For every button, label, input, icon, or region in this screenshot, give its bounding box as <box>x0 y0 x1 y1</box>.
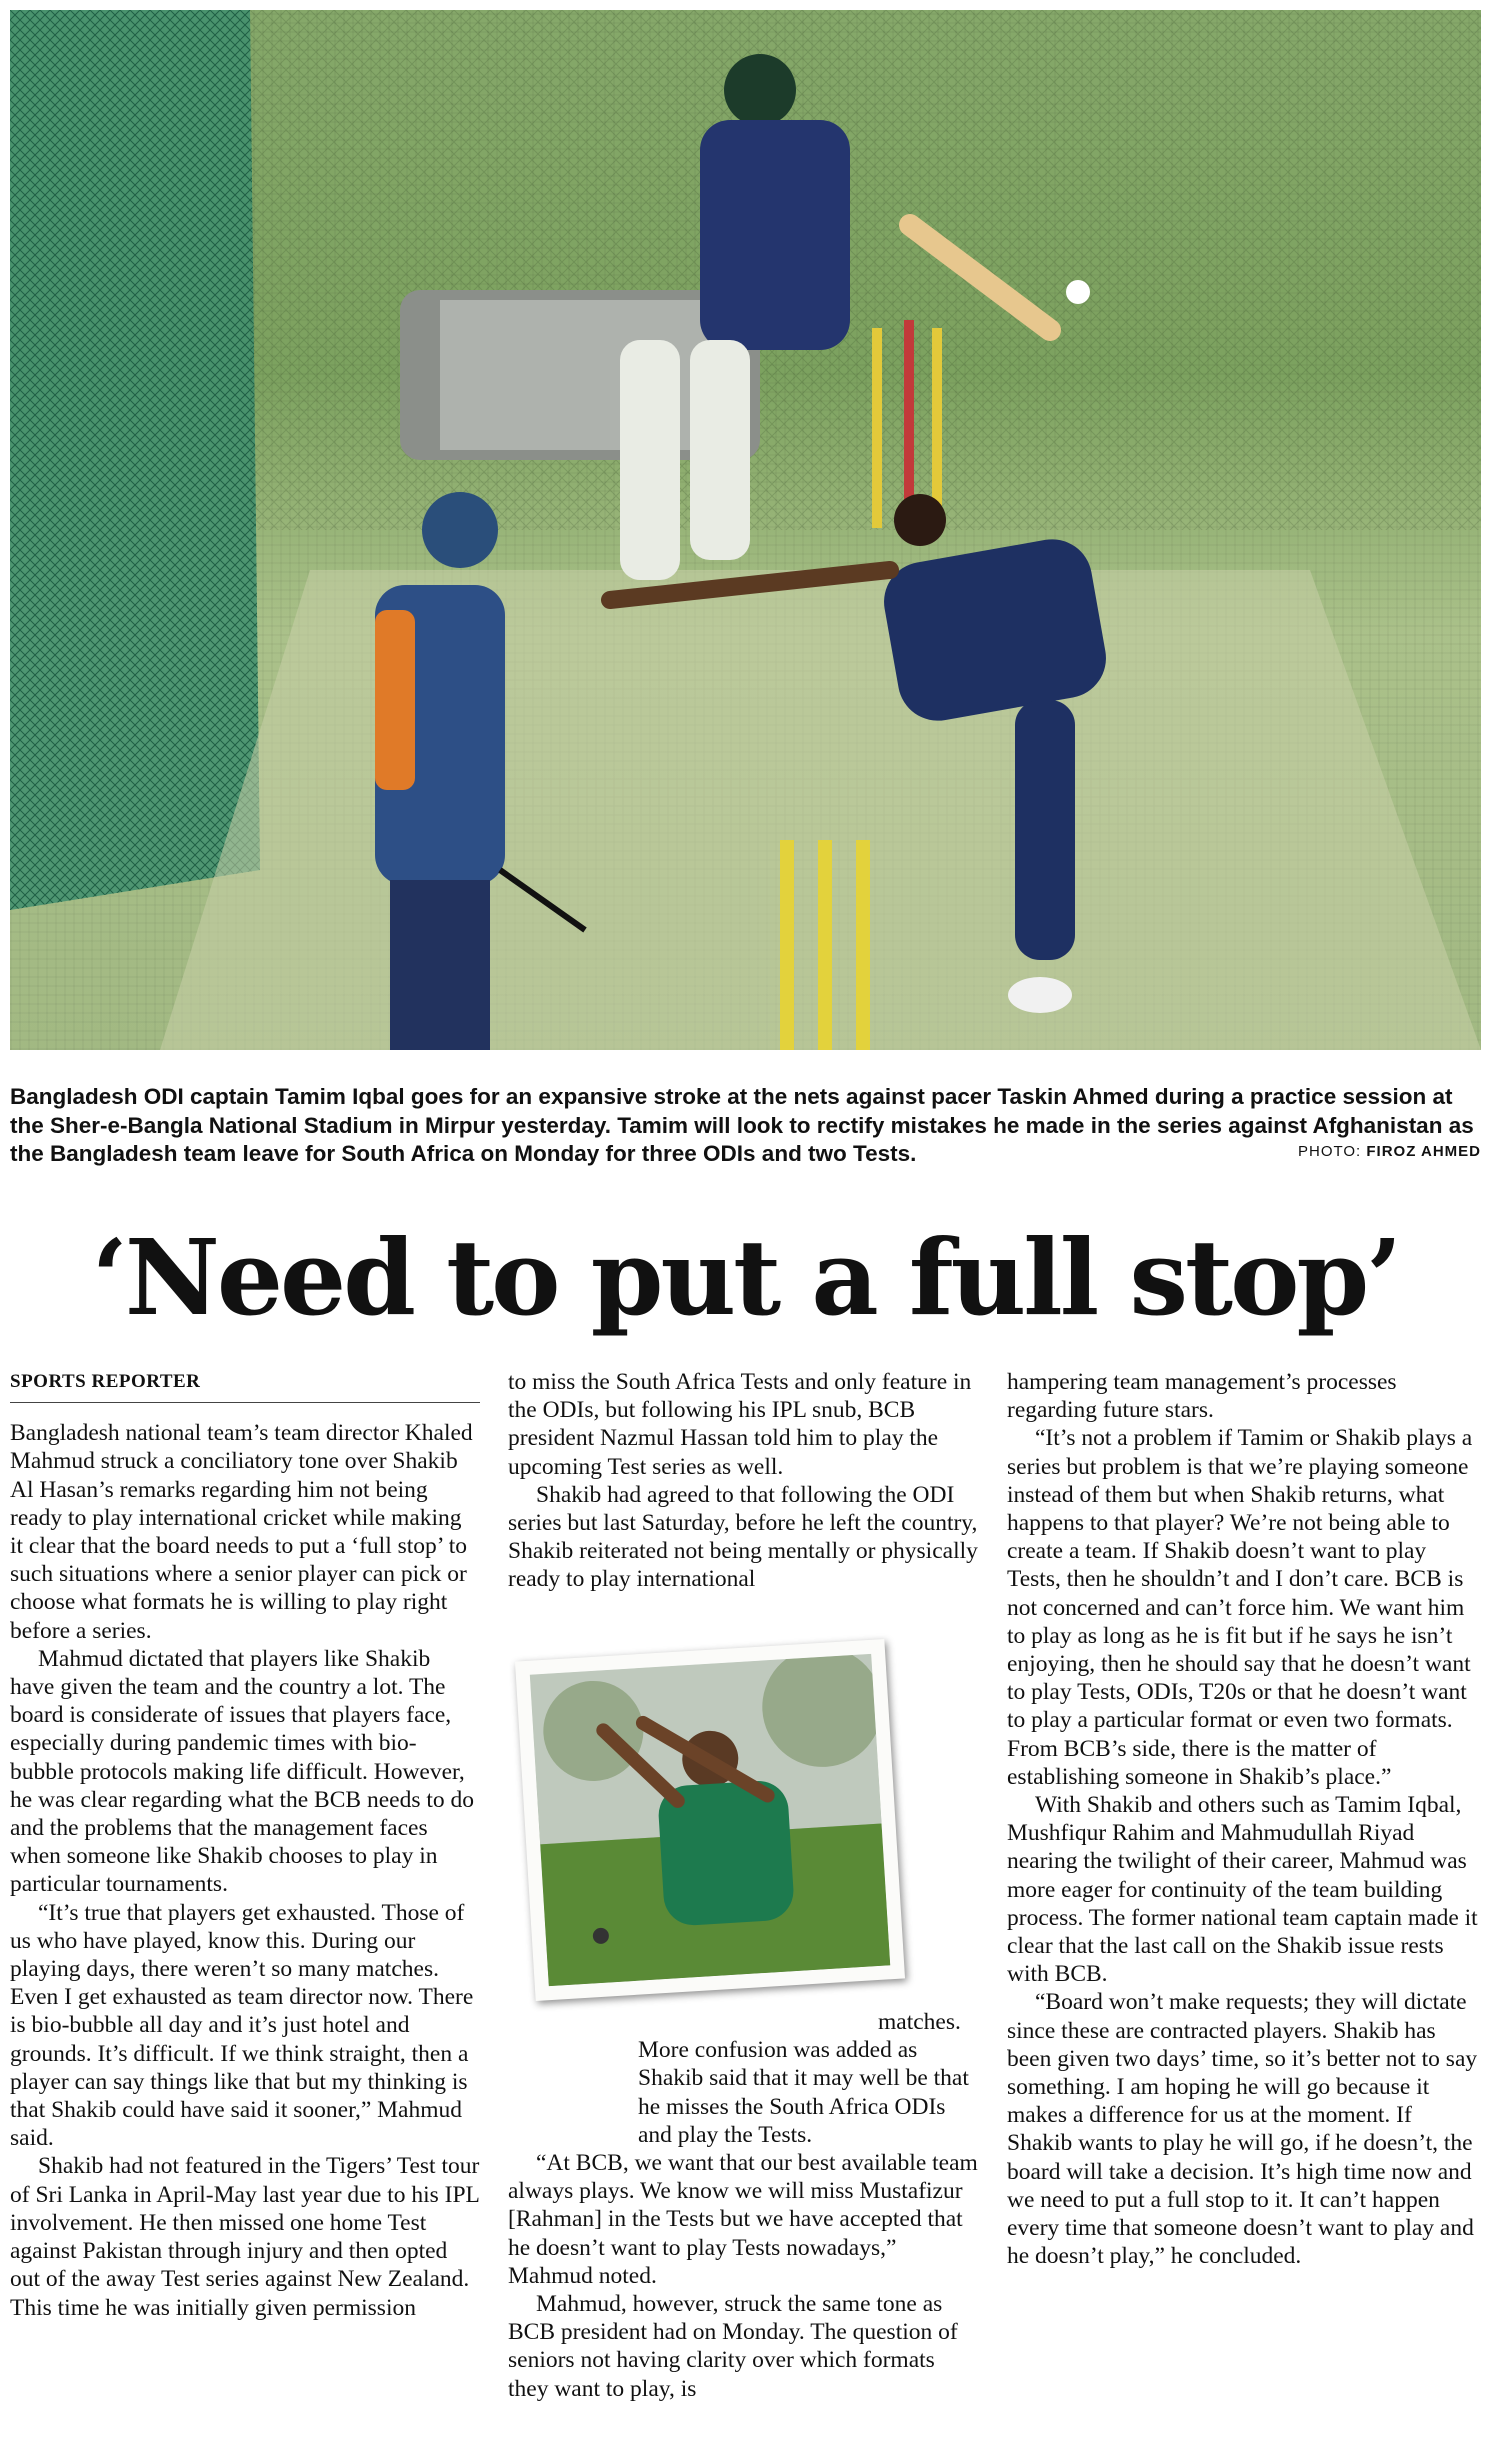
paragraph: With Shakib and others such as Tamim Iqbal, Mushfiqur Rahim and Mahmudullah Riyad nearing the twilight of their career, Mahmud was more eager for continuity of the team building process. The former national team captain made it clear that the last call on the Shakib issue rests with BCB. <box>1007 1792 1478 1988</box>
paragraph: Mahmud dictated that players like Shakib have given the team and the country a lot. The board is considerate of issues that players face, especially during pandemic times with bio-bubble protocols making life difficult. However, he was clear regarding what the BCB needs to do and the problems that the management faces when someone like Shakib chooses to play in particular tournaments. <box>10 1645 474 1898</box>
photo-caption: Bangladesh ODI captain Tamim Iqbal goes for an expansive stroke at the nets against pacer Taskin Ahmed during a practice session at the Sher-e-Bangla National Stadium in Mirpur yesterday. Tamim will look to rectify mistakes he made in the series against Afghanistan as the Bangladesh team leave for South Africa on Monday for three ODIs and two Tests. <box>10 1084 1474 1166</box>
paragraph: Shakib had not featured in the Tigers’ Test tour of Sri Lanka in April-May last year due to his IPL involvement. He then missed one home Test against Pakistan through injury and then opted out of the away Test series against New Zealand. This time he was initially given permission <box>10 2153 480 2321</box>
photo-credit-label: PHOTO: <box>1297 1143 1362 1160</box>
paragraph: Bangladesh national team’s team director Khaled Mahmud struck a conciliatory tone over Shakib Al Hasan’s remarks regarding him not being ready to play international cricket while making it clear that the board needs to put a ‘full stop’ to such situations where a senior player can pick or choose what formats he is willing to play right before a series. <box>10 1420 473 1644</box>
photo-credit <box>1298 1143 1481 1160</box>
paragraph: Mahmud, however, struck the same tone as BCB president had on Monday. The question of seniors not having clarity over which formats they want to play, is <box>508 2291 958 2402</box>
inset-photo-frame <box>515 1639 905 2001</box>
paragraph: “It’s not a problem if Tamim or Shakib plays a series but problem is that we’re playing someone instead of them but when Shakib returns, what happens to that player? We’re not being able to create a team. If Shakib doesn’t want to play Tests, then he shouldn’t and I don’t care. BCB is not concerned and can’t force him. We want him to play as long as he is fit but if he says he isn’t enjoying, then he should say that he doesn’t want to play Tests, ODIs, T20s or that he doesn’t want to play a particular format or even two formats. From BCB’s side, there is the matter of establishing someone in Shakib’s place.” <box>1007 1425 1473 1790</box>
paragraph: “At BCB, we want that our best available team always plays. We know we will miss Mustafizur [Rahman] in the Tests but we have accepted that he doesn’t want to play Tests nowadays,” Mahmud noted. <box>508 2150 978 2289</box>
article-column-2-continued <box>508 2008 978 2403</box>
inset-photo <box>530 1654 890 1986</box>
photo-credit-name: FIROZ AHMED <box>1366 1143 1481 1160</box>
paragraph: “It’s true that players get exhausted. Those of us who have played, know this. During our playing days, there weren’t so many matches. Even I get exhausted as team director now. There is bio-bubble all day and it’s just hotel and grounds. It’s difficult. If we think straight, then a player can say things like that but my thinking is that Shakib could have said it sooner,” Mahmud said. <box>10 1899 474 2152</box>
paragraph: to miss the South Africa Tests and only feature in the ODIs, but following his IPL snub, BCB president Nazmul Hassan told him to play the upcoming Test series as well. <box>508 1369 972 1480</box>
paragraph: matches. <box>878 2009 961 2035</box>
article-column-1 <box>10 1368 480 2322</box>
main-photo <box>10 10 1481 1050</box>
headline: ‘Need to put a full stop’ <box>91 1216 1400 1339</box>
practice-nets-illustration <box>10 10 1481 1050</box>
byline: SPORTS REPORTER <box>10 1368 480 1403</box>
paragraph: More confusion was added as Shakib said that it may well be that he misses the South Africa ODIs and play the Tests. <box>638 2037 969 2148</box>
shakib-catching-illustration <box>530 1654 890 1986</box>
article-column-3 <box>1007 1368 1481 2271</box>
paragraph: “Board won’t make requests; they will dictate since these are contracted players. Shakib has been given two days’ time, so it’s better not to say something. I am hoping he will go because it makes a difference for us at the moment. If Shakib wants to play he will go, if he doesn’t, the board will take a decision. It’s high time now and we need to put a full stop to it. It can’t happen every time that someone doesn’t want to play and he doesn’t play,” he concluded. <box>1007 1989 1478 2270</box>
article-column-2 <box>508 1368 978 1594</box>
paragraph: Shakib had agreed to that following the ODI series but last Saturday, before he left the country, Shakib reiterated not being mentally or physically ready to play international <box>508 1481 978 1593</box>
paragraph: hampering team management’s processes regarding future stars. <box>1007 1369 1397 1424</box>
